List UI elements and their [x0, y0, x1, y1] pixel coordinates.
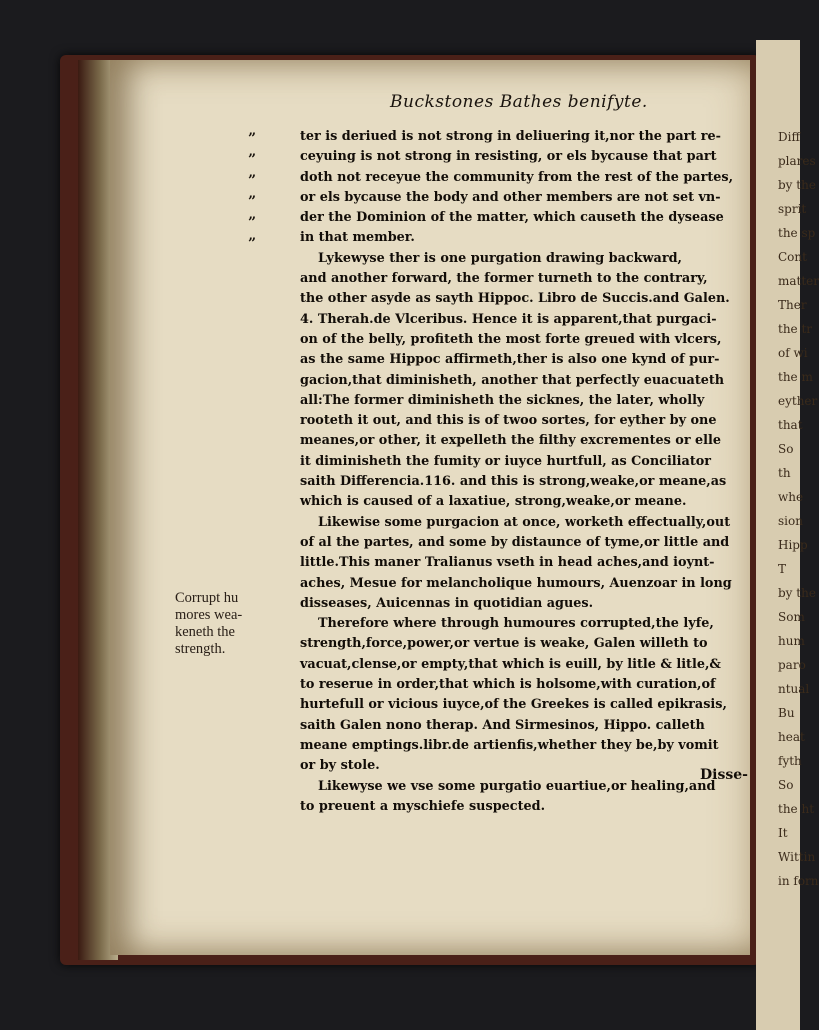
facing-page-fragment: T	[778, 562, 787, 576]
facing-page-fragment: that	[778, 418, 803, 432]
facing-page-fragment: Cont	[778, 250, 807, 264]
facing-page-fragment: sion	[778, 514, 803, 528]
text-line: Therefore where through humoures corrupted,the lyfe,	[318, 616, 714, 632]
margin-note	[175, 590, 285, 658]
facing-page-fragment: matter	[778, 274, 819, 288]
text-line: gacion,that diminisheth, another that perfectly euacuateth	[300, 372, 725, 388]
page-header: Buckstones Bathes benifyte.	[390, 92, 648, 112]
quote-mark: ”	[248, 152, 257, 168]
body-text	[300, 127, 740, 817]
facing-page-fragment: the tr	[778, 322, 813, 336]
facing-page-fragment: ntual	[778, 682, 810, 696]
quote-mark: ”	[248, 215, 257, 231]
facing-page-fragment: eyther	[778, 394, 818, 408]
facing-page-fragment: sprit	[778, 202, 807, 216]
facing-page-edge	[756, 40, 819, 1030]
facing-page-fragment: in forn	[778, 874, 819, 888]
margin-note-line: strength.	[175, 641, 226, 657]
facing-page-fragment: by the	[778, 178, 816, 192]
text-line: saith Differencia.116. and this is strong,weake,or meane,as	[300, 474, 727, 490]
text-line: saith Galen nono therap. And Sirmesinos, Hippo. calleth	[300, 717, 705, 733]
facing-page-fragment: Wittin	[778, 850, 816, 864]
quote-mark: ”	[248, 194, 257, 210]
text-line: meanes,or other, it expelleth the filthy excrementes or elle	[300, 433, 722, 449]
facing-page-fragment: Bu	[778, 706, 795, 720]
text-line: Lykewyse ther is one purgation drawing backward,	[318, 250, 682, 266]
text-line: to preuent a myschiefe suspected.	[300, 798, 546, 814]
facing-page-fragment: the ht	[778, 802, 815, 816]
text-line: as the same Hippoc affirmeth,ther is also one kynd of pur-	[300, 352, 720, 368]
quote-mark: ”	[248, 131, 257, 147]
facing-page-fragment: paro	[778, 658, 806, 672]
text-line: ceyuing is not strong in resisting, or els bycause that part	[300, 149, 717, 165]
facing-page-fragment: th	[778, 466, 791, 480]
quotation-marks	[248, 129, 288, 255]
text-line: Likewyse we vse some purgatio euartiue,or healing,and	[318, 778, 716, 794]
text-line: aches, Mesue for melancholique humours, Auenzoar in long	[300, 575, 732, 591]
facing-page-fragment: by the	[778, 586, 816, 600]
facing-page-fragment: So	[778, 442, 794, 456]
text-line: all:The former diminisheth the sicknes, the later, wholly	[300, 392, 705, 408]
facing-page-fragment: heat	[778, 730, 805, 744]
text-line: 4. Therah.de Vlceribus. Hence it is apparent,that purgaci-	[300, 311, 717, 327]
text-line: rooteth it out, and this is of twoo sortes, for eyther by one	[300, 413, 717, 429]
facing-page-fragment: plares	[778, 154, 816, 168]
text-line: disseases, Auicennas in quotidian agues.	[300, 595, 594, 611]
facing-page-fragment: Ther	[778, 298, 807, 312]
text-line: hurtefull or vicious iuyce,of the Greekes is called epikrasis,	[300, 697, 727, 713]
facing-page-fragment: of wi	[778, 346, 808, 360]
facing-page-fragment: Diff	[778, 130, 800, 144]
quote-mark: ”	[248, 236, 257, 252]
facing-page-fragment: Som	[778, 610, 805, 624]
text-line: and another forward, the former turneth to the contrary,	[300, 271, 708, 287]
margin-note-line: keneth the	[175, 624, 235, 640]
facing-page-fragment: Hipp	[778, 538, 808, 552]
facing-page-fragment: hum	[778, 634, 805, 648]
margin-note-line: Corrupt hu	[175, 590, 239, 606]
margin-note-line: mores wea-	[175, 607, 243, 623]
facing-page-fragment: So	[778, 778, 794, 792]
facing-page-fragment: It	[778, 826, 788, 840]
facing-page-fragment: whe	[778, 490, 804, 504]
text-line: Likewise some purgacion at once, worketh effectually,out	[318, 514, 731, 530]
text-line: on of the belly, profiteth the most forte greued with vlcers,	[300, 331, 722, 347]
quote-mark: ”	[248, 173, 257, 189]
text-line: or by stole.	[300, 758, 380, 774]
catchword: Disse-	[700, 767, 748, 783]
text-line: of al the partes, and some by distaunce of tyme,or little and	[300, 534, 730, 550]
text-line: doth not receyue the community from the rest of the partes,	[300, 169, 734, 185]
text-line: to reserue in order,that which is holsome,with curation,of	[300, 677, 716, 693]
text-line: meane emptings.libr.de artienfis,whether they be,by vomit	[300, 737, 719, 753]
text-line: the other asyde as sayth Hippoc. Libro de Succis.and Galen.	[300, 291, 730, 307]
facing-page-fragment: fyth	[778, 754, 802, 768]
text-line: which is caused of a laxatiue, strong,weake,or meane.	[300, 494, 687, 510]
text-line: it diminisheth the fumity or iuyce hurtfull, as Conciliator	[300, 453, 712, 469]
text-line: ter is deriued is not strong in deliuering it,nor the part re-	[300, 129, 721, 144]
facing-page-fragment: the m	[778, 370, 813, 384]
text-line: in that member.	[300, 230, 415, 246]
text-line: little.This maner Tralianus vseth in head aches,and ioynt-	[300, 555, 715, 571]
facing-page-fragment: the sp	[778, 226, 816, 240]
text-line: or els bycause the body and other members are not set vn-	[300, 189, 721, 205]
text-line: strength,force,power,or vertue is weake, Galen willeth to	[300, 636, 708, 652]
text-line: vacuat,clense,or empty,that which is euill, by litle & litle,&	[300, 656, 721, 672]
text-line: der the Dominion of the matter, which causeth the dysease	[300, 210, 724, 226]
